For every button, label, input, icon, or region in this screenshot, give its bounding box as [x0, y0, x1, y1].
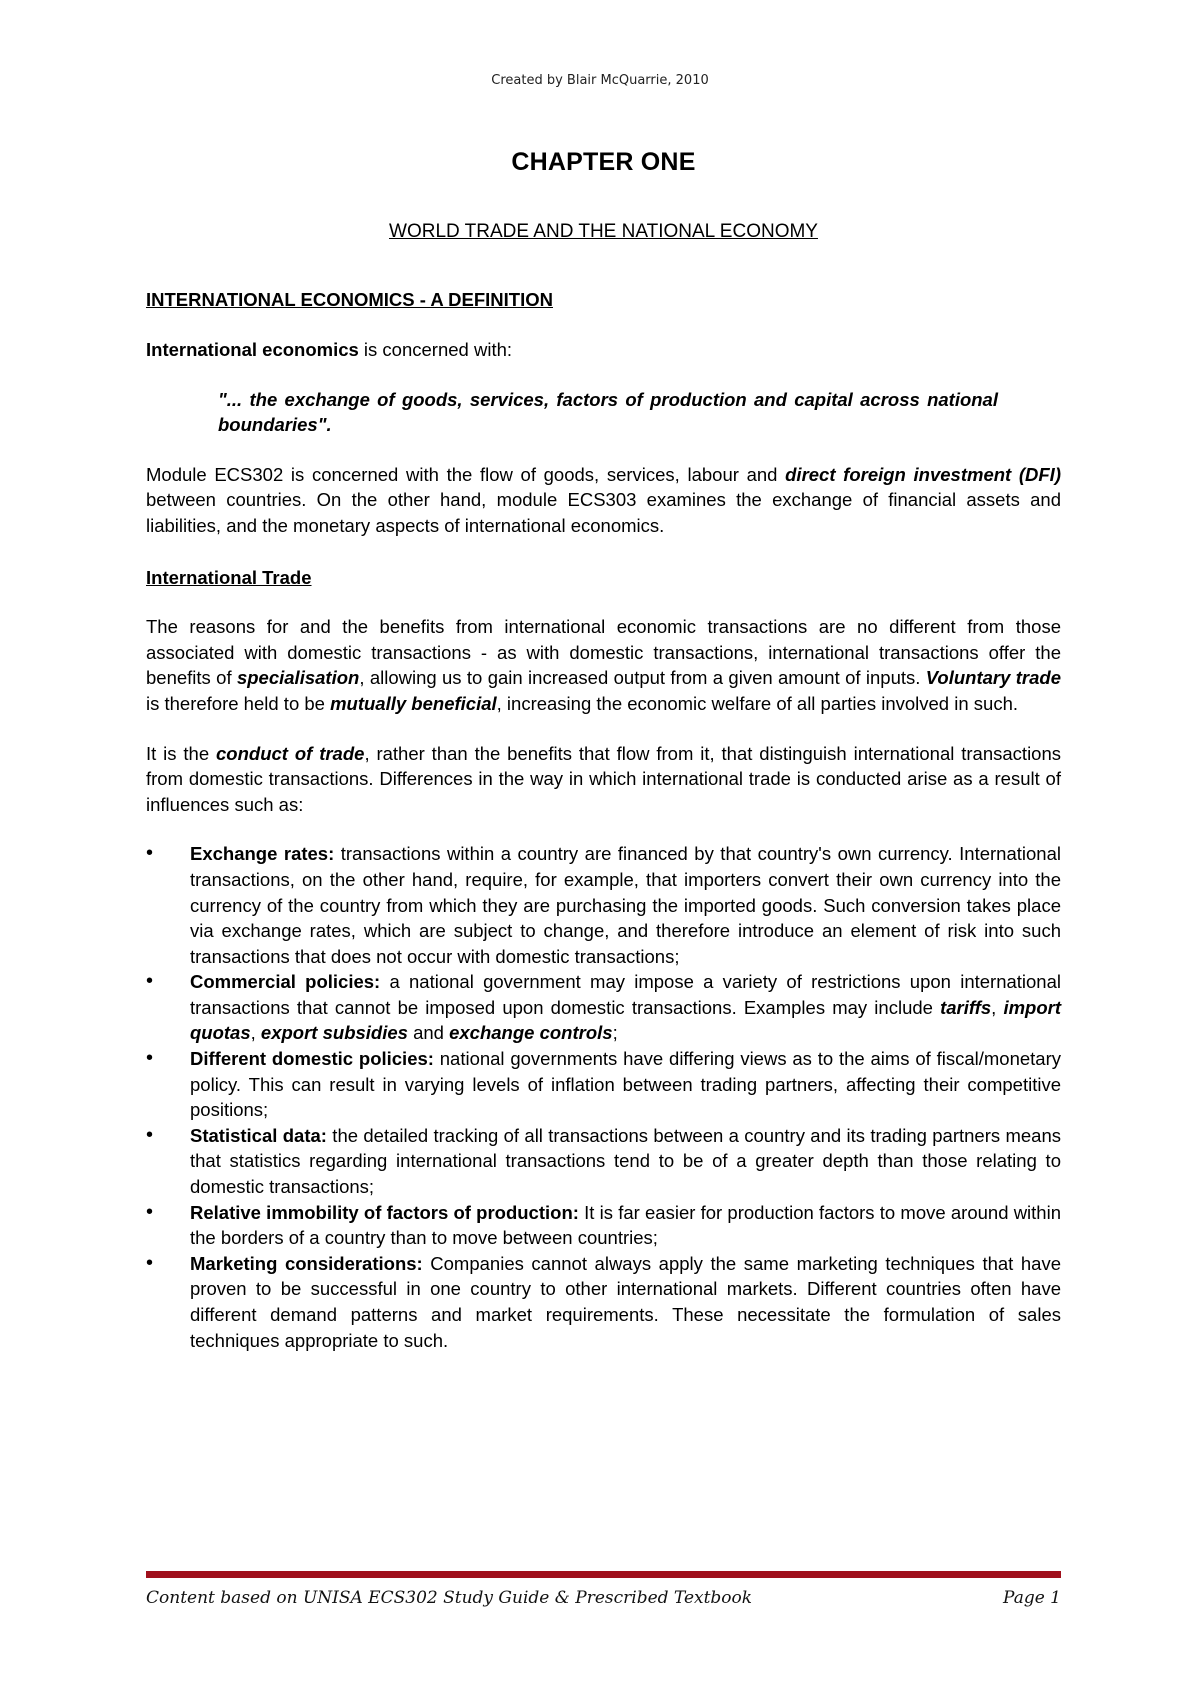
list-item [146, 1123, 1061, 1200]
bullet-text: It is far easier for production factors to move around within the borders of a country than to move between countries; [190, 1201, 1061, 1249]
para2-text-a: The reasons for and the benefits from international economic transactions are no different from those associated with domestic transactions - as with domestic transactions, international transactions offer the benefits of [146, 616, 1061, 689]
para2-text-c: , allowing us to gain increased output from a given amount of inputs. [359, 667, 926, 689]
bullet-sep: ; [612, 1022, 618, 1044]
para1-text-a: Module ECS302 is concerned with the flow of goods, services, labour and [146, 463, 786, 485]
list-item [146, 969, 1061, 1046]
chapter-title: CHAPTER ONE [511, 148, 696, 176]
para1-text-c: between countries. On the other hand, module ECS303 examines the exchange of financial assets and liabilities, and the monetary aspects of international economics. [146, 489, 1061, 536]
para3-text-a: It is the [146, 742, 217, 764]
paragraph-conduct [146, 741, 1061, 818]
intro-rest: is concerned with: [358, 339, 513, 360]
chapter-subtitle: WORLD TRADE AND THE NATIONAL ECONOMY [389, 221, 818, 242]
subheading-international-trade: International Trade [146, 566, 312, 588]
bullet-sep: , [250, 1022, 261, 1044]
bullet-icon: • [146, 1200, 154, 1223]
para2-text-e: is therefore held to be [146, 692, 331, 714]
bullet-sep: and [407, 1022, 450, 1044]
paragraph-modules [146, 462, 1061, 539]
bullet-icon: • [146, 842, 154, 865]
term-import-quotas: import quotas [190, 996, 1061, 1044]
bullet-term: Marketing considerations: [190, 1252, 423, 1274]
term-exchange-controls: exchange controls [449, 1022, 613, 1044]
list-item [146, 1251, 1061, 1353]
term-tariffs: tariffs [940, 996, 992, 1018]
bullet-term: Relative immobility of factors of production: [190, 1201, 579, 1223]
para1-term-dfi: direct foreign investment (DFI) [785, 463, 1061, 485]
footer-source: Content based on UNISA ECS302 Study Guide & Prescribed Textbook [146, 1588, 753, 1608]
bullet-icon: • [146, 1251, 154, 1274]
bullet-term: Exchange rates: [190, 843, 335, 865]
page-number: Page 1 [1003, 1588, 1061, 1608]
para3-term-conduct-of-trade: conduct of trade [216, 742, 365, 764]
bullet-sep: , [991, 996, 1004, 1018]
section-heading: INTERNATIONAL ECONOMICS - A DEFINITION [146, 289, 553, 310]
paragraph-benefits [146, 614, 1061, 716]
para3-text-c: , rather than the benefits that flow from it, that distinguish international transactions from domestic transactions. Differences in the way in which international trade is conducted arise as a result of influences such as: [146, 742, 1062, 815]
bullet-text: national governments have differing views as to the aims of fiscal/monetary policy. This can result in varying levels of inflation between trading partners, affecting their competitive positions; [190, 1048, 1061, 1121]
influences-list [146, 841, 1061, 1353]
bullet-icon: • [146, 970, 154, 993]
para2-term-voluntary-trade: Voluntary trade [925, 667, 1061, 689]
bullet-text: the detailed tracking of all transactions between a country and its trading partners means that statistics regarding international transactions tend to be of a greater depth than those relating to domestic transactions; [190, 1124, 1061, 1198]
bullet-term: Different domestic policies: [190, 1048, 434, 1070]
intro-term: International economics [146, 339, 359, 360]
definition-quote: "... the exchange of goods, services, factors of production and capital across national boundaries". [218, 388, 998, 436]
footer-divider [146, 1571, 1061, 1578]
bullet-text: Companies cannot always apply the same marketing techniques that have proven to be successful in one country to other international markets. Different countries often have different demand patterns and market requirements. These necessitate the formulation of sales techniques appropriate to such. [190, 1252, 1061, 1351]
list-item [146, 841, 1061, 969]
bullet-icon: • [146, 1123, 154, 1146]
page-content [146, 140, 1061, 1353]
bullet-icon: • [146, 1047, 154, 1070]
intro-paragraph [146, 337, 1061, 363]
term-export-subsidies: export subsidies [260, 1022, 408, 1044]
list-item [146, 1046, 1061, 1123]
para2-text-g: , increasing the economic welfare of all parties involved in such. [496, 692, 1018, 714]
list-item [146, 1200, 1061, 1251]
bullet-term: Commercial policies: [190, 971, 381, 993]
para2-term-mutually-beneficial: mutually beneficial [330, 692, 497, 714]
bullet-text: a national government may impose a variety of restrictions upon international transactions that cannot be imposed upon domestic transactions. Examples may include [190, 971, 1061, 1018]
bullet-term: Statistical data: [190, 1124, 327, 1146]
para2-term-specialisation: specialisation [236, 667, 360, 689]
bullet-text: transactions within a country are financed by that country's own currency. International transactions, on the other hand, require, for example, that importers convert their own currency into the currency of the country from which they are purchasing the imported goods. Such conversion takes place via exchange rates, which are subject to change, and therefore introduce an element of risk into such transactions that does not occur with domestic transactions; [190, 843, 1061, 967]
page-header-creator: Created by Blair McQuarrie, 2010 [491, 73, 709, 88]
